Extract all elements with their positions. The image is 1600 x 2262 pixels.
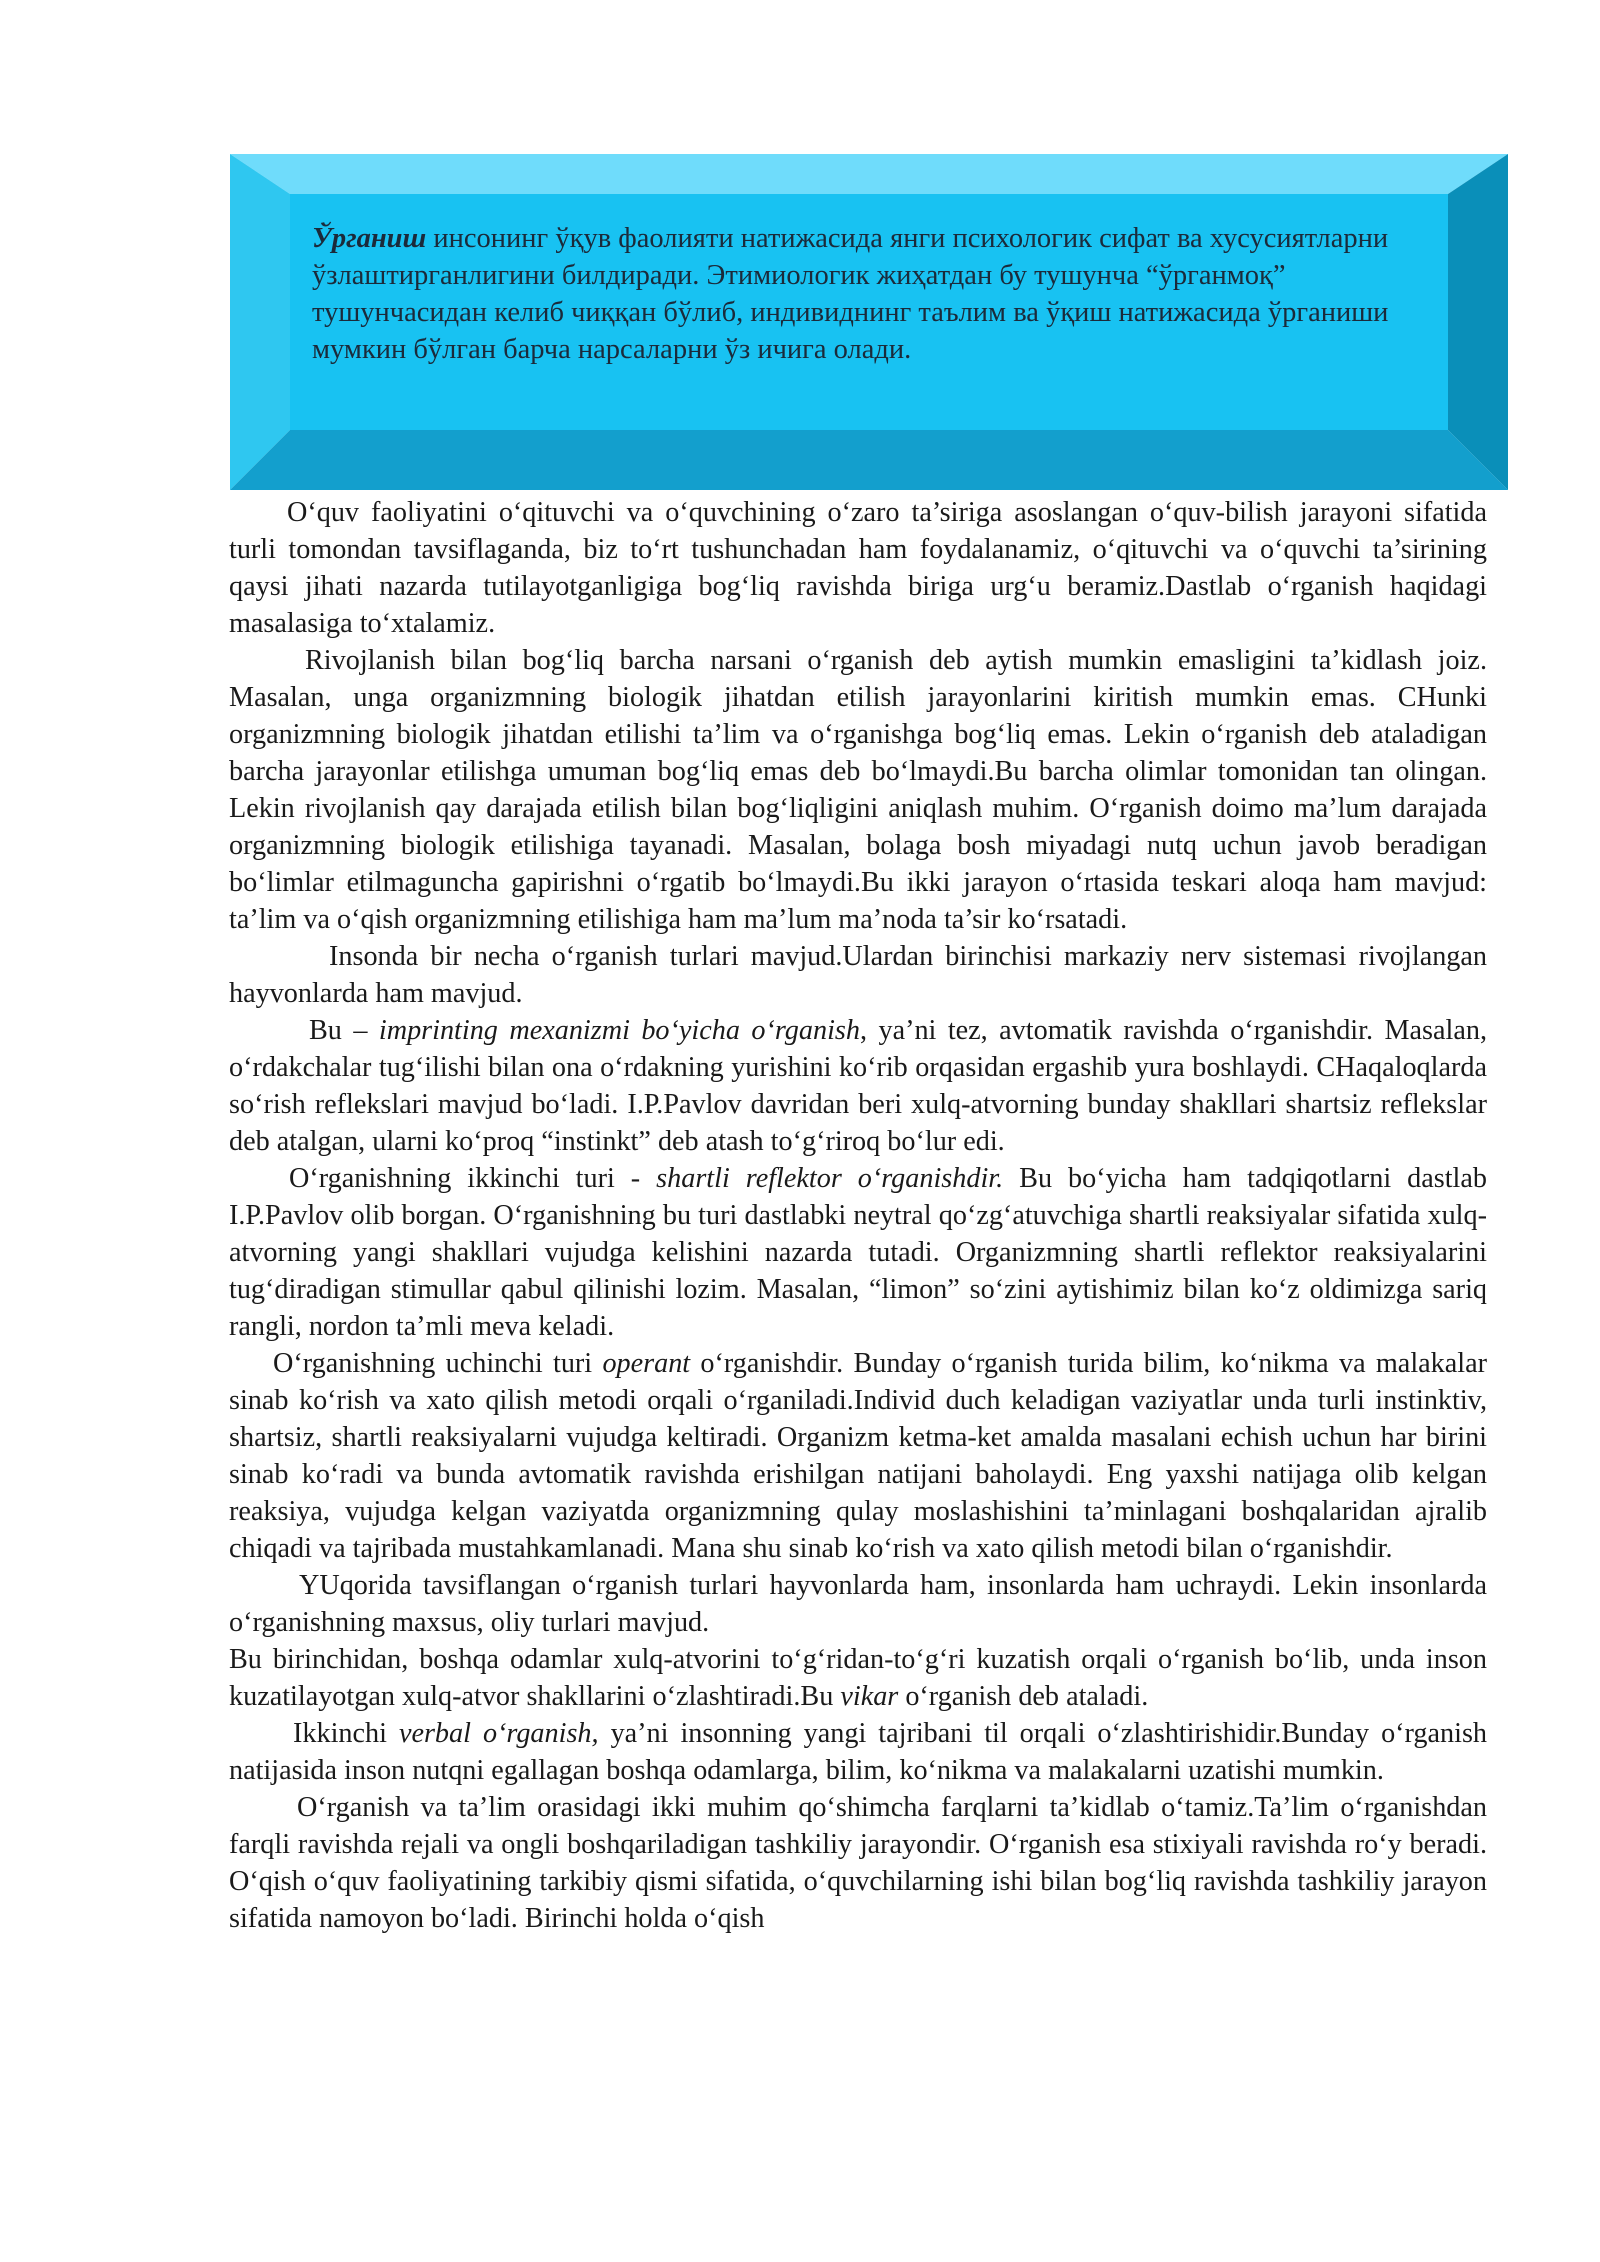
text-run: Bu birinchidan, boshqa odamlar xulq-atvorini to‘g‘ridan-to‘g‘ri kuzatish orqali o‘rganish bo‘lib, unda inson kuzatilayotgan xulq-atvor shakllarini o‘zlashtiradi.Bu	[229, 1644, 1487, 1712]
body-paragraph	[229, 938, 1487, 1012]
italic-term: shartli reflektor o‘rganishdir.	[656, 1163, 1004, 1194]
text-run: O‘rganish va ta’lim orasidagi ikki muhim qo‘shimcha farqlarni ta’kidlab o‘tamiz.Ta’lim o‘rganishdan farqli ravishda rejali va ongli boshqariladigan tashkiliy jarayondir. O‘rganish esa stixiyali ravishda ro‘y beradi. O‘qish o‘quv faoliyatining tarkibiy qismi sifatida, o‘quvchilarning ishi bilan bog‘liq ravishda tashkiliy jarayon sifatida namoyon bo‘ladi. Birinchi holda o‘qish	[229, 1792, 1487, 1934]
text-run: O‘rganishning uchinchi turi	[273, 1348, 603, 1379]
body-paragraph	[229, 1715, 1487, 1789]
body-paragraph	[229, 642, 1487, 938]
body-paragraph	[229, 1345, 1487, 1567]
italic-term: imprinting mexanizmi bo‘yicha o‘rganish	[378, 1015, 860, 1046]
text-run: Bu –	[309, 1015, 379, 1046]
italic-term: operant	[602, 1348, 691, 1379]
body-text	[229, 494, 1487, 1937]
text-run: o‘rganish deb ataladi.	[898, 1681, 1149, 1712]
italic-term: vikar	[840, 1681, 899, 1712]
text-run: Rivojlanish bilan bog‘liq barcha narsani o‘rganish deb aytish mumkin emasligini ta’kidlash joiz. Masalan, unga organizmning biologik jihatdan etilish jarayonlarini kiritish mumkin emas. CHunki organizmning biologik jihatdan etilishi ta’lim va o‘rganishga bog‘liq emas. Lekin o‘rganish deb ataladigan barcha jarayonlar etilishga umuman bog‘liq emas deb bo‘lmaydi.Bu barcha olimlar tomonidan tan olingan. Lekin rivojlanish qay darajada etilish bilan bog‘liqligini aniqlash muhim. O‘rganish doimo ma’lum darajada organizmning biologik etilishiga tayanadi. Masalan, bolaga bosh miyadagi nutq uchun javob beradigan bo‘limlar etilmaguncha gapirishni o‘rgatib bo‘lmaydi.Bu ikki jarayon o‘rtasida teskari aloqa ham mavjud: ta’lim va o‘qish organizmning etilishiga ham ma’lum ma’noda ta’sir ko‘rsatadi.	[229, 645, 1487, 935]
body-paragraph	[229, 1160, 1487, 1345]
text-run: YUqorida tavsiflangan o‘rganish turlari hayvonlarda ham, insonlarda ham uchraydi. Lekin insonlarda o‘rganishning maxsus, oliy turlari mavjud.	[229, 1570, 1487, 1638]
text-run: ya’ni insonning yangi tajribani til orqali o‘zlashtirishidir.Bunday o‘rganish natijasida inson nutqni egallagan boshqa odamlarga, bilim, ko‘nikma va malakalarni uzatishi mumkin.	[229, 1718, 1488, 1786]
definition-callout-box	[230, 154, 1508, 490]
body-paragraph	[229, 1567, 1487, 1641]
text-run: O‘rganishning ikkinchi turi -	[289, 1163, 657, 1194]
callout-lead-term: Ўрганиш	[312, 223, 427, 254]
text-run: O‘quv faoliyatini o‘qituvchi va o‘quvchining o‘zaro ta’siriga asoslangan o‘quv-bilish jarayoni sifatida turli tomondan tavsiflaganda, biz to‘rt tushunchadan ham foydalanamiz, o‘qituvchi va o‘quvchi ta’sirining qaysi jihati nazarda tutilayotganligiga bog‘liq ravishda biriga urg‘u beramiz.Dastlab o‘rganish haqidagi masalasiga to‘xtalamiz.	[229, 497, 1487, 639]
text-run: o‘rganishdir. Bunday o‘rganish turida bilim, ko‘nikma va malakalar sinab ko‘rish va xato qilish metodi orqali o‘rganiladi.Individ duch keladigan vaziyatlar unda turli instinktiv, shartsiz, shartli reaksiyalarni vujudga keltiradi. Organizm ketma-ket amalda masalani echish uchun har birini sinab ko‘radi va bunda avtomatik ravishda erishilgan natijani baholaydi. Eng yaxshi natijaga olib kelgan reaksiya, vujudga kelgan vaziyatda organizmning qulay moslashishini ta’minlagani boshqalaridan ajralib chiqadi va tajribada mustahkamlanadi. Mana shu sinab ko‘rish va xato qilish metodi bilan o‘rganishdir.	[229, 1348, 1487, 1564]
bevel-bottom	[230, 430, 1508, 490]
text-run: , ya’ni tez, avtomatik ravishda o‘rganishdir. Masalan, o‘rdakchalar tug‘ilishi bilan ona o‘rdakning yurishini ko‘rib orqasidan ergashib yura boshlaydi. CHaqaloqlarda so‘rish reflekslari mavjud bo‘ladi. I.P.Pavlov davridan beri xulq-atvorning bunday shakllari shartsiz reflekslar deb atalgan, ularni ko‘proq “instinkt” deb atash to‘g‘riroq bo‘lur edi.	[229, 1015, 1487, 1157]
body-paragraph	[229, 1641, 1487, 1715]
bevel-top	[230, 154, 1508, 194]
callout-body: инсонинг ўқув фаолияти натижасида янги психологик сифат ва хусусиятларни ўзлаштирганлигини билдиради. Этимиологик жиҳатдан бу тушунча “ўрганмоқ” тушунчасидан келиб чиққан бўлиб, индивиднинг таълим ва ўқиш натижасида ўрганиши мумкин бўлган барча нарсаларни ўз ичига олади.	[312, 223, 1389, 365]
italic-term: verbal o‘rganish,	[398, 1718, 599, 1749]
body-paragraph	[229, 1789, 1487, 1937]
text-run: Bu bo‘yicha ham tadqiqotlarni dastlab I.P.Pavlov olib borgan. O‘rganishning bu turi dastlabki neytral qo‘zg‘atuvchiga shartli reaksiyalar sifatida xulq-atvorning yangi shakllari vujudga kelishini nazarda tutadi. Organizmning shartli reflektor reaksiyalarini tug‘diradigan stimullar qabul qilinishi lozim. Masalan, “limon” so‘zini aytishimiz bilan ko‘z oldimizga sariq rangli, nordon ta’mli meva keladi.	[229, 1163, 1487, 1342]
text-run: Insonda bir necha o‘rganish turlari mavjud.Ulardan birinchisi markaziy nerv sistemasi rivojlangan hayvonlarda ham mavjud.	[229, 941, 1487, 1009]
text-run: Ikkinchi	[293, 1718, 399, 1749]
callout-definition-text	[312, 220, 1412, 368]
body-paragraph	[229, 1012, 1487, 1160]
body-paragraph	[229, 494, 1487, 642]
